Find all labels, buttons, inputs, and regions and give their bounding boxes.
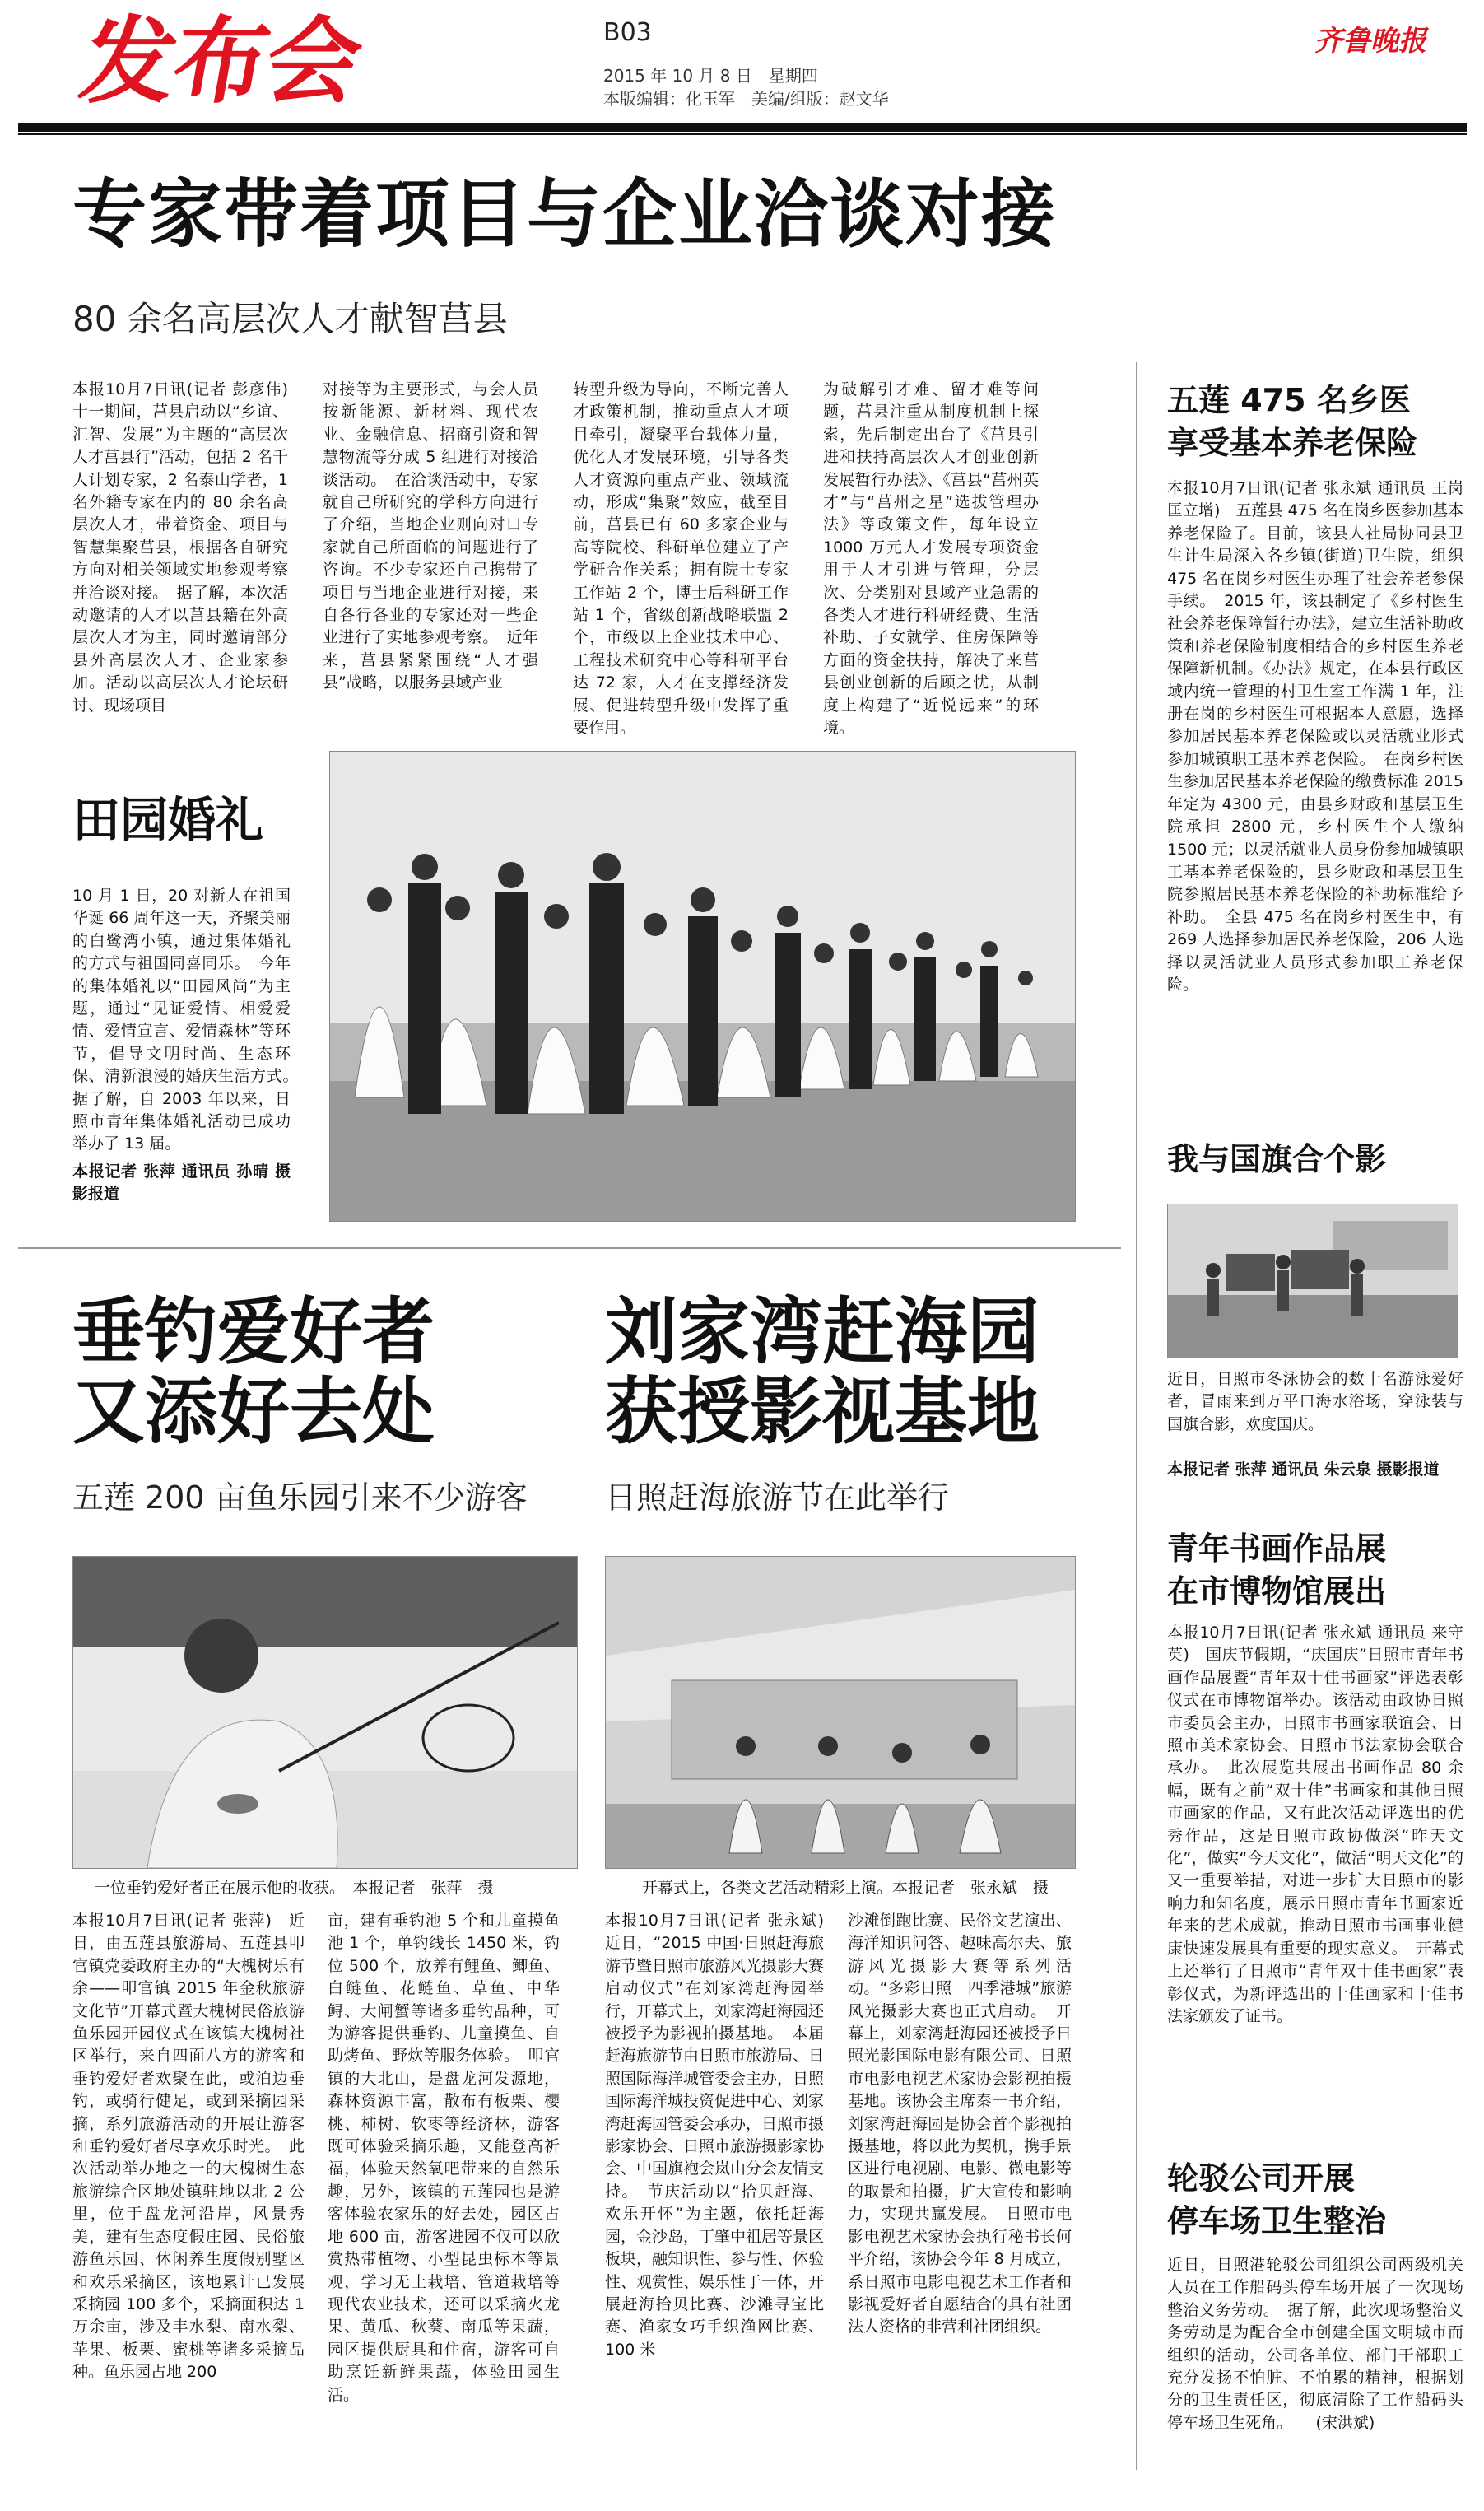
fishing-photo-art (73, 1557, 577, 1868)
flag-photo (1167, 1204, 1458, 1358)
calligraphy-headline (1167, 1527, 1463, 1613)
fishing-headline (72, 1289, 435, 1454)
calligraphy-body: 本报10月7日讯(记者 张永斌 通讯员 来守英) 国庆节假期，“庆国庆”日照市青年书画作品展暨“青年双十佳书画家”评选表彰仪式在市博物馆举办。该活动由政协日照市委员会主办，日照市书画家联谊会、日照市美术家协会、日照市书法家协会联合承办。 此次展览共展出书画作品 80 余幅，既有之前“双十佳”书画家和其他日照市画家的作品，又有此次活动评选出的优秀作品，这是日照市政协做深“昨天文化”，做实“今天文化”，做活“明天文化”的又一重要举措，对进一步扩大日照市的影响力和知名度，展示日照市青年书画家近年来的艺术成就，推动日照市书画事业健康快速发展具有重要的现实意义。 开幕式上还举行了日照市“青年双十佳书画家”表彰仪式，为新评选出的十佳画家和十佳书法家颁发了证书。 (1167, 1624, 1463, 2025)
parking-body: 近日，日照港轮驳公司组织公司两级机关人员在工作船码头停车场开展了一次现场整治义务劳动。 据了解，此次现场整治义务劳动是为配合全市创建全国文明城市而组织的活动，公司各单位、部门干部职工充分发扬不怕脏、不怕累的精神，根据划分的卫生责任区，彻底清除了工作船码头停车场卫生死角。 (宋洪斌) (1167, 2256, 1463, 2432)
fishing-column-1: 本报10月7日讯(记者 张萍) 近日，由五莲县旅游局、五莲县叩官镇党委政府主办的“大槐树乐有余——叩官镇 2015 年金秋旅游文化节”开幕式暨大槐树民俗旅游鱼乐园开园仪式在该镇大槐树社区举行，来自四面八方的游客和垂钓爱好者欢聚在此，或泊边垂钓，或骑行健足，或到采摘园采摘，系列旅游活动的开展让游客和垂钓爱好者尽享欢乐时光。 此次活动举办地之一的大槐树生态旅游综合区地处镇驻地以北 2 公里，位于盘龙河沿岸，风景秀美，建有生态度假庄园、民俗旅游鱼乐园、休闲养生度假别墅区和欢乐采摘区，该地累计已发展采摘园 100 多个，采摘面积达 1 万余亩，涉及丰水梨、南水梨、苹果、板栗、蜜桃等诸多采摘品种。鱼乐园占地 200 (72, 1912, 305, 2382)
fishing-headline-line: 又添好去处 (72, 1368, 435, 1454)
newspaper-logo: 齐鲁晚报 (1314, 25, 1426, 58)
masthead-rule-thin (18, 133, 1467, 135)
wulian-headline-line: 享受基本养老保险 (1167, 425, 1418, 461)
lead-headline: 专家带着项目与企业洽谈对接 (72, 171, 1057, 258)
calligraphy-headline-line: 青年书画作品展 (1167, 1530, 1387, 1567)
masthead-rule (18, 123, 1467, 132)
liujiawan-headline (605, 1289, 1040, 1454)
parking-headline-line: 停车场卫生整治 (1167, 2203, 1387, 2239)
fishing-headline-line: 垂钓爱好者 (72, 1289, 435, 1374)
page-number: B03 (603, 18, 652, 47)
lead-subhead: 80 余名高层次人才献智莒县 (72, 299, 508, 339)
section-title: 发布会 (72, 7, 369, 116)
flag-credit: 本报记者 张萍 通讯员 朱云泉 摄影报道 (1167, 1460, 1440, 1479)
fishing-column-2: 亩，建有垂钓池 5 个和儿童摸鱼池 1 个，单钓线长 1450 米，钓位 500 个，放养有鲤鱼、鲫鱼、白鲢鱼、花鲢鱼、草鱼、中华鲟、大闸蟹等诸多垂钓品种，可为游客提供垂钓、儿童摸鱼、自助烤鱼、野炊等服务体验。 叩官镇的大北山，是盘龙河发源地，森林资源丰富，散布有板栗、樱桃、柿树、软枣等经济林，游客既可体验采摘乐趣，又能登高祈福，体验天然氧吧带来的自然乐趣，另外，该镇的五莲园也是游客体验农家乐的好去处，园区占地 600 亩，游客进园不仅可以欣赏热带植物、小型昆虫标本等景观，学习无土栽培、管道栽培等现代农业技术，还可以采摘火龙果、黄瓜、秋葵、南瓜等果蔬，园区提供厨具和住宿，游客可自助烹饪新鲜果蔬，体验田园生活。 (328, 1912, 560, 2404)
fishing-subhead: 五莲 200 亩鱼乐园引来不少游客 (72, 1479, 528, 1516)
wedding-photo-art (330, 752, 1075, 1221)
section-rule (18, 1247, 1121, 1249)
flag-headline: 我与国旗合个影 (1167, 1141, 1387, 1177)
liujiawan-column-2: 沙滩倒跑比赛、民俗文艺演出、海洋知识问答、趣味高尔夫、旅游风光摄影大赛等系列活动。“多彩日照 四季港城”旅游风光摄影大赛也正式启动。 开幕上，刘家湾赶海园还被授予日照光影国际电影有限公司、日照市电影电视艺术家协会影视拍摄基地。该协会主席秦一书介绍，刘家湾赶海园是协会首个影视拍摄基地，将以此为契机，携手景区进行电视剧、电影、微电影等的取景和拍摄，扩大宣传和影响力，实现共赢发展。 日照市电影电视艺术家协会执行秘书长何平介绍，该协会今年 8 月成立，系日照市电影电视艺术工作者和影视爱好者自愿结合的具有社团法人资格的非营利社团组织。 (848, 1912, 1072, 2336)
column-divider (1136, 362, 1137, 2470)
wedding-credit: 本报记者 张萍 通讯员 孙晴 摄影报道 (72, 1162, 291, 1204)
flag-body: 近日，日照市冬泳协会的数十名游泳爱好者，冒雨来到万平口海水浴场，穿泳装与国旗合影，欢度国庆。 (1167, 1370, 1463, 1433)
liujiawan-column-1: 本报10月7日讯(记者 张永斌) 近日，“2015 中国·日照赶海旅游节暨日照市旅游风光摄影大赛启动仪式”在刘家湾赶海园举行，开幕式上，刘家湾赶海园还被授予为影视拍摄基地。 本届赶海旅游节由日照市旅游局、日照国际海洋城管委会主办，日照国际海洋城投资促进中心、刘家湾赶海园管委会承办，日照市摄影家协会、日照市旅游摄影家协会、中国旗袍会岚山分会友情支持。 节庆活动以“拾贝赶海、欢乐开怀”为主题，依托赶海园，金沙岛，丁肇中祖居等景区板块，融知识性、参与性、体验性、观赏性、娱乐性于一体，开展赶海拾贝比赛、沙滩寻宝比赛、渔家女巧手织渔网比赛、100 米 (605, 1912, 840, 2359)
fishing-caption: 一位垂钓爱好者正在展示他的收获。 本报记者 张萍 摄 (95, 1879, 494, 1897)
editor-credits: 本版编辑：化玉军 美编/组版：赵文华 (603, 89, 889, 109)
liujiawan-headline-line: 刘家湾赶海园 (605, 1289, 1040, 1374)
lead-column-2: 对接等为主要形式，与会人员按新能源、新材料、现代农业、金融信息、招商引资和智慧物流等分成 5 组进行对接洽谈活动。 在洽谈活动中，专家就自己所研究的学科方向进行了介绍，当地企业则向对口专家就自己所面临的问题进行了咨询。不少专家还自己携带了项目与当地企业进行对接，来自各行各业的专家还对一些企业进行了实地参观考察。 近年来，莒县紧紧围绕“人才强县”战略，以服务县域产业 (323, 380, 538, 692)
wedding-body: 10 月 1 日，20 对新人在祖国华诞 66 周年这一天，齐聚美丽的白鹭湾小镇，通过集体婚礼的方式与祖国同喜同乐。 今年的集体婚礼以“田园风尚”为主题，通过“见证爱情、相爱爱情、爱情宣言、爱情森林”等环节，倡导文明时尚、生态环保、清新浪漫的婚庆生活方式。 据了解，自 2003 年以来，日照市青年集体婚礼活动已成功举办了 13 届。 (72, 887, 307, 1153)
liujiawan-photo-art (606, 1557, 1075, 1868)
lead-column-4: 为破解引才难、留才难等问题，莒县注重从制度机制上探索，先后制定出台了《莒县引进和扶持高层次人才创业创新发展暂行办法》、《莒县“莒州英才”与“莒州之星”选拔管理办法》等政策文件，每年设立 1000 万元人才发展专项资金用于人才引进与管理，分层次、分类别对县域产业急需的各类人才进行科研经费、生活补助、子女就学、住房保障等方面的资金扶持，解决了来莒县创业创新的后顾之忧，从制度上构建了“近悦远来”的环境。 (823, 380, 1039, 738)
wulian-headline (1167, 379, 1463, 464)
flag-photo-art (1168, 1204, 1458, 1358)
liujiawan-caption: 开幕式上，各类文艺活动精彩上演。本报记者 张永斌 摄 (642, 1879, 1049, 1897)
wulian-body: 本报10月7日讯(记者 张永斌 通讯员 王岗 匡立增) 五莲县 475 名在岗乡医参加基本养老保险了。目前，该县人社局协同县卫生计生局深入各乡镇(街道)卫生院，组织 475 名在岗乡村医生办理了社会养老参保手续。 2015 年，该县制定了《乡村医生社会养老保障暂行办法》，建立生活补助政策和养老保险制度相结合的乡村医生养老保障新机制。《办法》规定，在本县行政区域内统一管理的村卫生室工作满 1 年，注册在岗的乡村医生可根据本人意愿，选择参加居民基本养老保险或以灵活就业形式参加城镇职工基本养老保险。 在岗乡村医生参加居民基本养老保险的缴费标准 2015 年定为 4300 元，由县乡财政和基层卫生院承担 2800 元，乡村医生个人缴纳 1500 元；以灵活就业人员身份参加城镇职工基本养老保险的，县乡财政和基层卫生院参照居民基本养老保险的补助标准给予补助。 全县 475 名在岗乡村医生中，有 269 人选择参加居民养老保险，206 人选择以灵活就业人员形式参加职工养老保险。 (1167, 479, 1463, 994)
wedding-headline: 田园婚礼 (72, 792, 264, 848)
lead-column-3: 转型升级为导向，不断完善人才政策机制，推动重点人才项目牵引，凝聚平台载体力量，优化人才发展环境，引导各类人才资源向重点产业、领域流动，形成“集聚”效应，截至目前，莒县已有 60 多家企业与高等院校、科研单位建立了产学研合作关系；拥有院士专家工作站 2 个，博士后科研工作站 1 个，省级创新战略联盟 2 个，市级以上企业技术中心、工程技术研究中心等科研平台达 72 家，人才在支撑经济发展、促进转型升级中发挥了重要作用。 (573, 380, 789, 738)
wedding-photo (329, 751, 1076, 1222)
parking-headline-line: 轮驳公司开展 (1167, 2160, 1356, 2197)
parking-headline (1167, 2157, 1463, 2243)
liujiawan-subhead: 日照赶海旅游节在此举行 (605, 1479, 950, 1516)
calligraphy-headline-line: 在市博物馆展出 (1167, 1573, 1387, 1610)
issue-meta (603, 64, 889, 110)
lead-column-1: 本报10月7日讯(记者 彭彦伟) 十一期间，莒县启动以“乡谊、汇智、发展”为主题的“高层次人才莒县行”活动，包括 2 名千人计划专家，2 名泰山学者，1 名外籍专家在内的 80 余名高层次人才，带着资金、项目与智慧集聚莒县，根据各自研究方向对相关领域实地参观考察并洽谈对接。 据了解，本次活动邀请的人才以莒县籍在外高层次人才为主，同时邀请部分县外高层次人才、企业家参加。活动以高层次人才论坛研讨、现场项目 (72, 380, 305, 715)
issue-date: 2015 年 10 月 8 日 星期四 (603, 66, 818, 86)
liujiawan-photo (605, 1556, 1076, 1869)
wulian-headline-line: 五莲 475 名乡医 (1167, 382, 1411, 418)
liujiawan-headline-line: 获授影视基地 (605, 1368, 1040, 1454)
fishing-photo (72, 1556, 578, 1869)
